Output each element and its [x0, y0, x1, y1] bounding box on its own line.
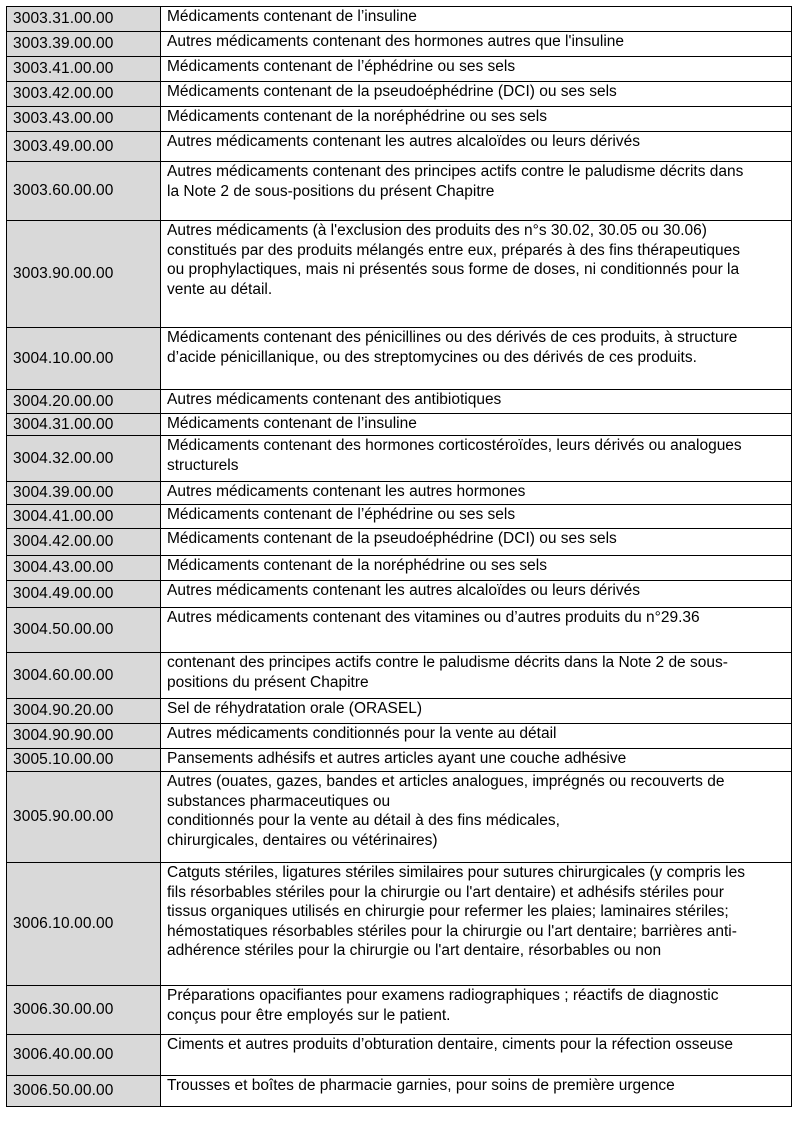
description-text: Autres médicaments contenant des principes actifs contre le paludisme décrits dans la Note 2 de sous-positions du présent Chapitre [167, 163, 744, 200]
hs-code: 3004.31.00.00 [7, 414, 161, 436]
description [161, 581, 792, 608]
table-row [7, 653, 792, 699]
description [161, 436, 792, 482]
hs-code: 3003.31.00.00 [7, 7, 161, 32]
hs-code: 3005.90.00.00 [7, 772, 161, 863]
table-row [7, 556, 792, 581]
description-text: Autres (ouates, gazes, bandes et articles analogues, imprégnés ou recouverts de substances pharmaceutiques ou conditionnés pour la vente au détail à des fins médicales, chirurgicales, dentaires ou vétérinaires) [167, 773, 725, 849]
description [161, 724, 792, 749]
description [161, 221, 792, 328]
description-text: Médicaments contenant des pénicillines ou des dérivés de ces produits, à structure d’acide pénicillanique, ou des streptomycines ou des dérivés de ces produits. [167, 329, 738, 366]
table-row [7, 863, 792, 986]
description-text: Médicaments contenant de la noréphédrine ou ses sels [167, 557, 547, 574]
hs-code: 3004.20.00.00 [7, 390, 161, 414]
description [161, 608, 792, 653]
description [161, 505, 792, 529]
description-text: Médicaments contenant de l’insuline [167, 8, 417, 25]
description-text: Médicaments contenant des hormones corticostéroïdes, leurs dérivés ou analogues structurels [167, 437, 742, 474]
hs-code: 3004.41.00.00 [7, 505, 161, 529]
tariff-table-body [7, 7, 792, 1107]
description-text: Médicaments contenant de l’éphédrine ou ses sels [167, 58, 516, 75]
table-row [7, 772, 792, 863]
hs-code: 3006.50.00.00 [7, 1076, 161, 1107]
tariff-table [6, 6, 792, 1107]
description [161, 529, 792, 556]
table-row [7, 221, 792, 328]
table-row [7, 132, 792, 162]
hs-code: 3006.10.00.00 [7, 863, 161, 986]
description-text: Autres médicaments contenant les autres alcaloïdes ou leurs dérivés [167, 133, 640, 150]
hs-code: 3005.10.00.00 [7, 749, 161, 772]
description [161, 772, 792, 863]
hs-code: 3003.39.00.00 [7, 32, 161, 57]
hs-code: 3004.49.00.00 [7, 581, 161, 608]
hs-code: 3004.10.00.00 [7, 328, 161, 390]
hs-code: 3004.43.00.00 [7, 556, 161, 581]
hs-code: 3003.43.00.00 [7, 107, 161, 132]
hs-code: 3004.39.00.00 [7, 482, 161, 505]
table-row [7, 724, 792, 749]
description [161, 7, 792, 32]
table-row [7, 82, 792, 107]
description [161, 556, 792, 581]
table-row [7, 986, 792, 1035]
description [161, 107, 792, 132]
table-row [7, 32, 792, 57]
description [161, 414, 792, 436]
table-row [7, 162, 792, 221]
description [161, 132, 792, 162]
description-text: Catguts stériles, ligatures stériles similaires pour sutures chirurgicales (y compris les fils résorbables stériles pour la chirurgie ou l'art dentaire) et adhésifs stériles pour tissus organiques utilisés en chirurgie pour refermer les plaies; laminaires stériles; hémostatiques résorbables stériles pour la chirurgie ou l'art dentaire; barrières anti- adhérence stériles pour la chirurgie ou l'art dentaire, résorbables ou non [167, 864, 745, 960]
hs-code: 3004.32.00.00 [7, 436, 161, 482]
table-row [7, 608, 792, 653]
description [161, 749, 792, 772]
description-text: contenant des principes actifs contre le paludisme décrits dans la Note 2 de sous- positions du présent Chapitre [167, 654, 728, 691]
description-text: Médicaments contenant de la noréphédrine ou ses sels [167, 108, 547, 125]
description [161, 863, 792, 986]
hs-code: 3003.41.00.00 [7, 57, 161, 82]
table-row [7, 107, 792, 132]
description [161, 1035, 792, 1076]
description-text: Autres médicaments (à l'exclusion des produits des n°s 30.02, 30.05 ou 30.06) constitués par des produits mélangés entre eux, préparés à des fins thérapeutiques ou prophylactiques, mais ni présentés sous forme de doses, ni conditionnés pour la vente au détail. [167, 222, 740, 298]
table-row [7, 699, 792, 724]
description [161, 32, 792, 57]
table-row [7, 57, 792, 82]
description-text: Autres médicaments contenant des hormones autres que l'insuline [167, 33, 625, 50]
description-text: Pansements adhésifs et autres articles ayant une couche adhésive [167, 750, 627, 767]
hs-code: 3003.60.00.00 [7, 162, 161, 221]
description [161, 390, 792, 414]
table-row [7, 505, 792, 529]
table-row [7, 529, 792, 556]
description-text: Autres médicaments contenant des antibiotiques [167, 391, 502, 408]
description-text: Médicaments contenant de la pseudoéphédrine (DCI) ou ses sels [167, 83, 617, 100]
description-text: Médicaments contenant de la pseudoéphédrine (DCI) ou ses sels [167, 530, 617, 547]
description [161, 699, 792, 724]
description [161, 653, 792, 699]
table-row [7, 390, 792, 414]
description-text: Autres médicaments contenant des vitamines ou d’autres produits du n°29.36 [167, 609, 700, 626]
hs-code: 3004.90.20.00 [7, 699, 161, 724]
description-text: Autres médicaments conditionnés pour la vente au détail [167, 725, 557, 742]
hs-code: 3004.90.90.00 [7, 724, 161, 749]
hs-code: 3003.90.00.00 [7, 221, 161, 328]
hs-code: 3003.42.00.00 [7, 82, 161, 107]
description-text: Trousses et boîtes de pharmacie garnies, pour soins de première urgence [167, 1077, 675, 1094]
hs-code: 3003.49.00.00 [7, 132, 161, 162]
table-row [7, 1076, 792, 1107]
table-row [7, 7, 792, 32]
description-text: Sel de réhydratation orale (ORASEL) [167, 700, 423, 717]
description [161, 162, 792, 221]
description [161, 82, 792, 107]
table-row [7, 581, 792, 608]
table-row [7, 1035, 792, 1076]
hs-code: 3004.42.00.00 [7, 529, 161, 556]
description [161, 1076, 792, 1107]
table-row [7, 328, 792, 390]
table-row [7, 436, 792, 482]
description-text: Autres médicaments contenant les autres alcaloïdes ou leurs dérivés [167, 582, 640, 599]
description-text: Médicaments contenant de l’insuline [167, 415, 417, 432]
description [161, 57, 792, 82]
hs-code: 3004.50.00.00 [7, 608, 161, 653]
table-row [7, 749, 792, 772]
description [161, 482, 792, 505]
hs-code: 3006.30.00.00 [7, 986, 161, 1035]
description [161, 986, 792, 1035]
description-text: Ciments et autres produits d’obturation dentaire, ciments pour la réfection osseuse [167, 1036, 734, 1053]
table-row [7, 482, 792, 505]
description-text: Autres médicaments contenant les autres hormones [167, 483, 526, 500]
hs-code: 3006.40.00.00 [7, 1035, 161, 1076]
description [161, 328, 792, 390]
description-text: Médicaments contenant de l’éphédrine ou ses sels [167, 506, 516, 523]
description-text: Préparations opacifiantes pour examens radiographiques ; réactifs de diagnostic conçus pour être employés sur le patient. [167, 987, 719, 1024]
table-row [7, 414, 792, 436]
hs-code: 3004.60.00.00 [7, 653, 161, 699]
